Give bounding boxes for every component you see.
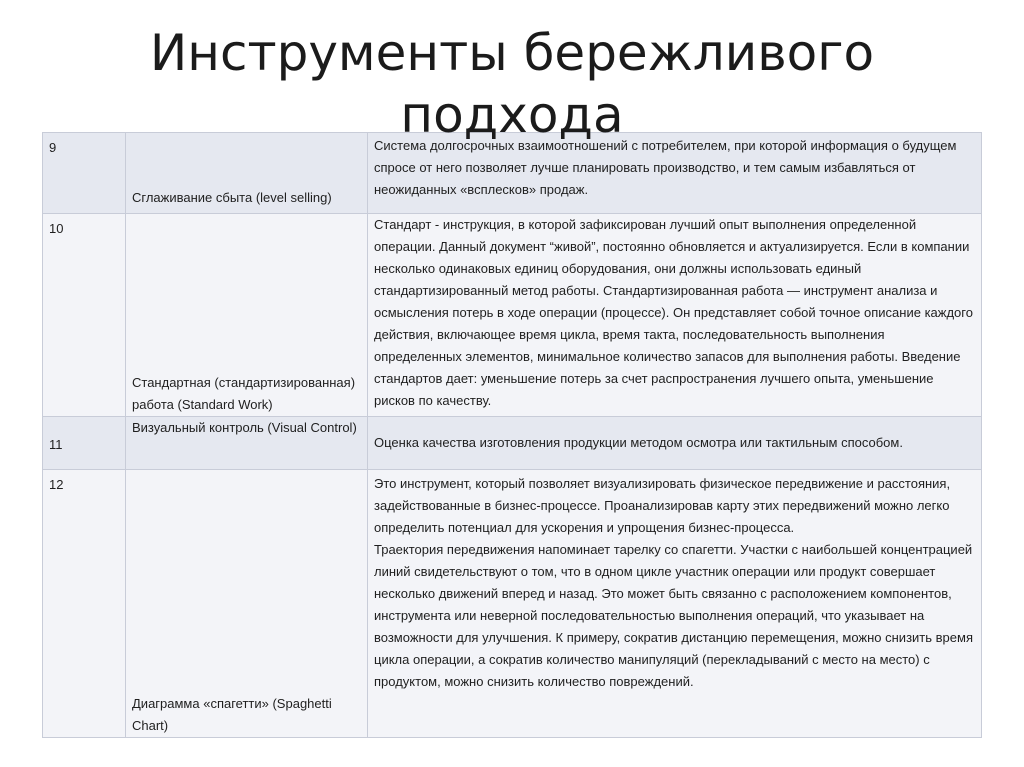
tool-description [368,214,982,417]
lean-tools-table [42,132,982,738]
description-paragraph: Система долгосрочных взаимоотношений с потребителем, при которой информация о будущем спросе от него позволяет лучше планировать производство, и тем самым избавляться от неожиданных «всплесков» продаж. [374,138,957,197]
description-paragraph: Траектория передвижения напоминает тарелку со спагетти. Участки с наибольшей концентрацией линий свидетельствуют о том, что в одном цикле участник операции или продукт совершает несколько движений вперед и назад. Это может быть связанно с расположением компонентов, инструмента или неверной последовательностью выполнения операций, что указывает на возможности для улучшения. К примеру, сократив дистанцию перемещения, можно снизить время цикла операции, а сократив количество манипуляций (перекладываний с место на место) с продуктом, можно снизить количество повреждений. [374,542,973,689]
description-paragraph: Оценка качества изготовления продукции методом осмотра или тактильным способом. [374,435,903,450]
tool-name: Сглаживание сбыта (level selling) [126,133,368,214]
slide-title-line-2: подхода [400,86,624,144]
tool-description [368,470,982,738]
description-paragraph: Стандарт - инструкция, в которой зафиксирован лучший опыт выполнения определенной операции. Данный документ “живой”, постоянно обновляется и актуализируется. Если в компании несколько одинаковых единиц оборудования, они должны использовать единый стандартизированный метод работы. Стандартизированная работа — инструмент анализа и осмысления потерь в ходе операции (процессе). Он представляет собой точное описание каждого действия, включающее время цикла, время такта, последовательность выполнения определенных элементов, минимальное количество запасов для выполнения работы. Введение стандартов дает: уменьшение потерь за счет распространения лучшего опыта, уменьшение рисков по качеству. [374,217,973,408]
row-number: 12 [43,470,126,738]
table-row [43,470,982,738]
description-paragraph: Это инструмент, который позволяет визуализировать физическое передвижение и расстояния, задействованные в бизнес-процессе. Проанализировав карту этих передвижений можно легко определить потенциал для ускорения и упрощения бизнес-процесса. [374,476,951,535]
tool-description [368,417,982,470]
row-number: 9 [43,133,126,214]
slide-title-line-1: Инструменты бережливого [149,24,875,82]
tool-name: Визуальный контроль (Visual Control) [126,417,368,470]
slide-title [0,22,1024,146]
table-row [43,133,982,214]
row-number: 11 [43,417,126,470]
table-row [43,214,982,417]
tool-name: Диаграмма «спагетти» (Spaghetti Chart) [126,470,368,738]
row-number: 10 [43,214,126,417]
tool-name: Стандартная (стандартизированная) работа (Standard Work) [126,214,368,417]
tool-description [368,133,982,214]
table-row [43,417,982,470]
